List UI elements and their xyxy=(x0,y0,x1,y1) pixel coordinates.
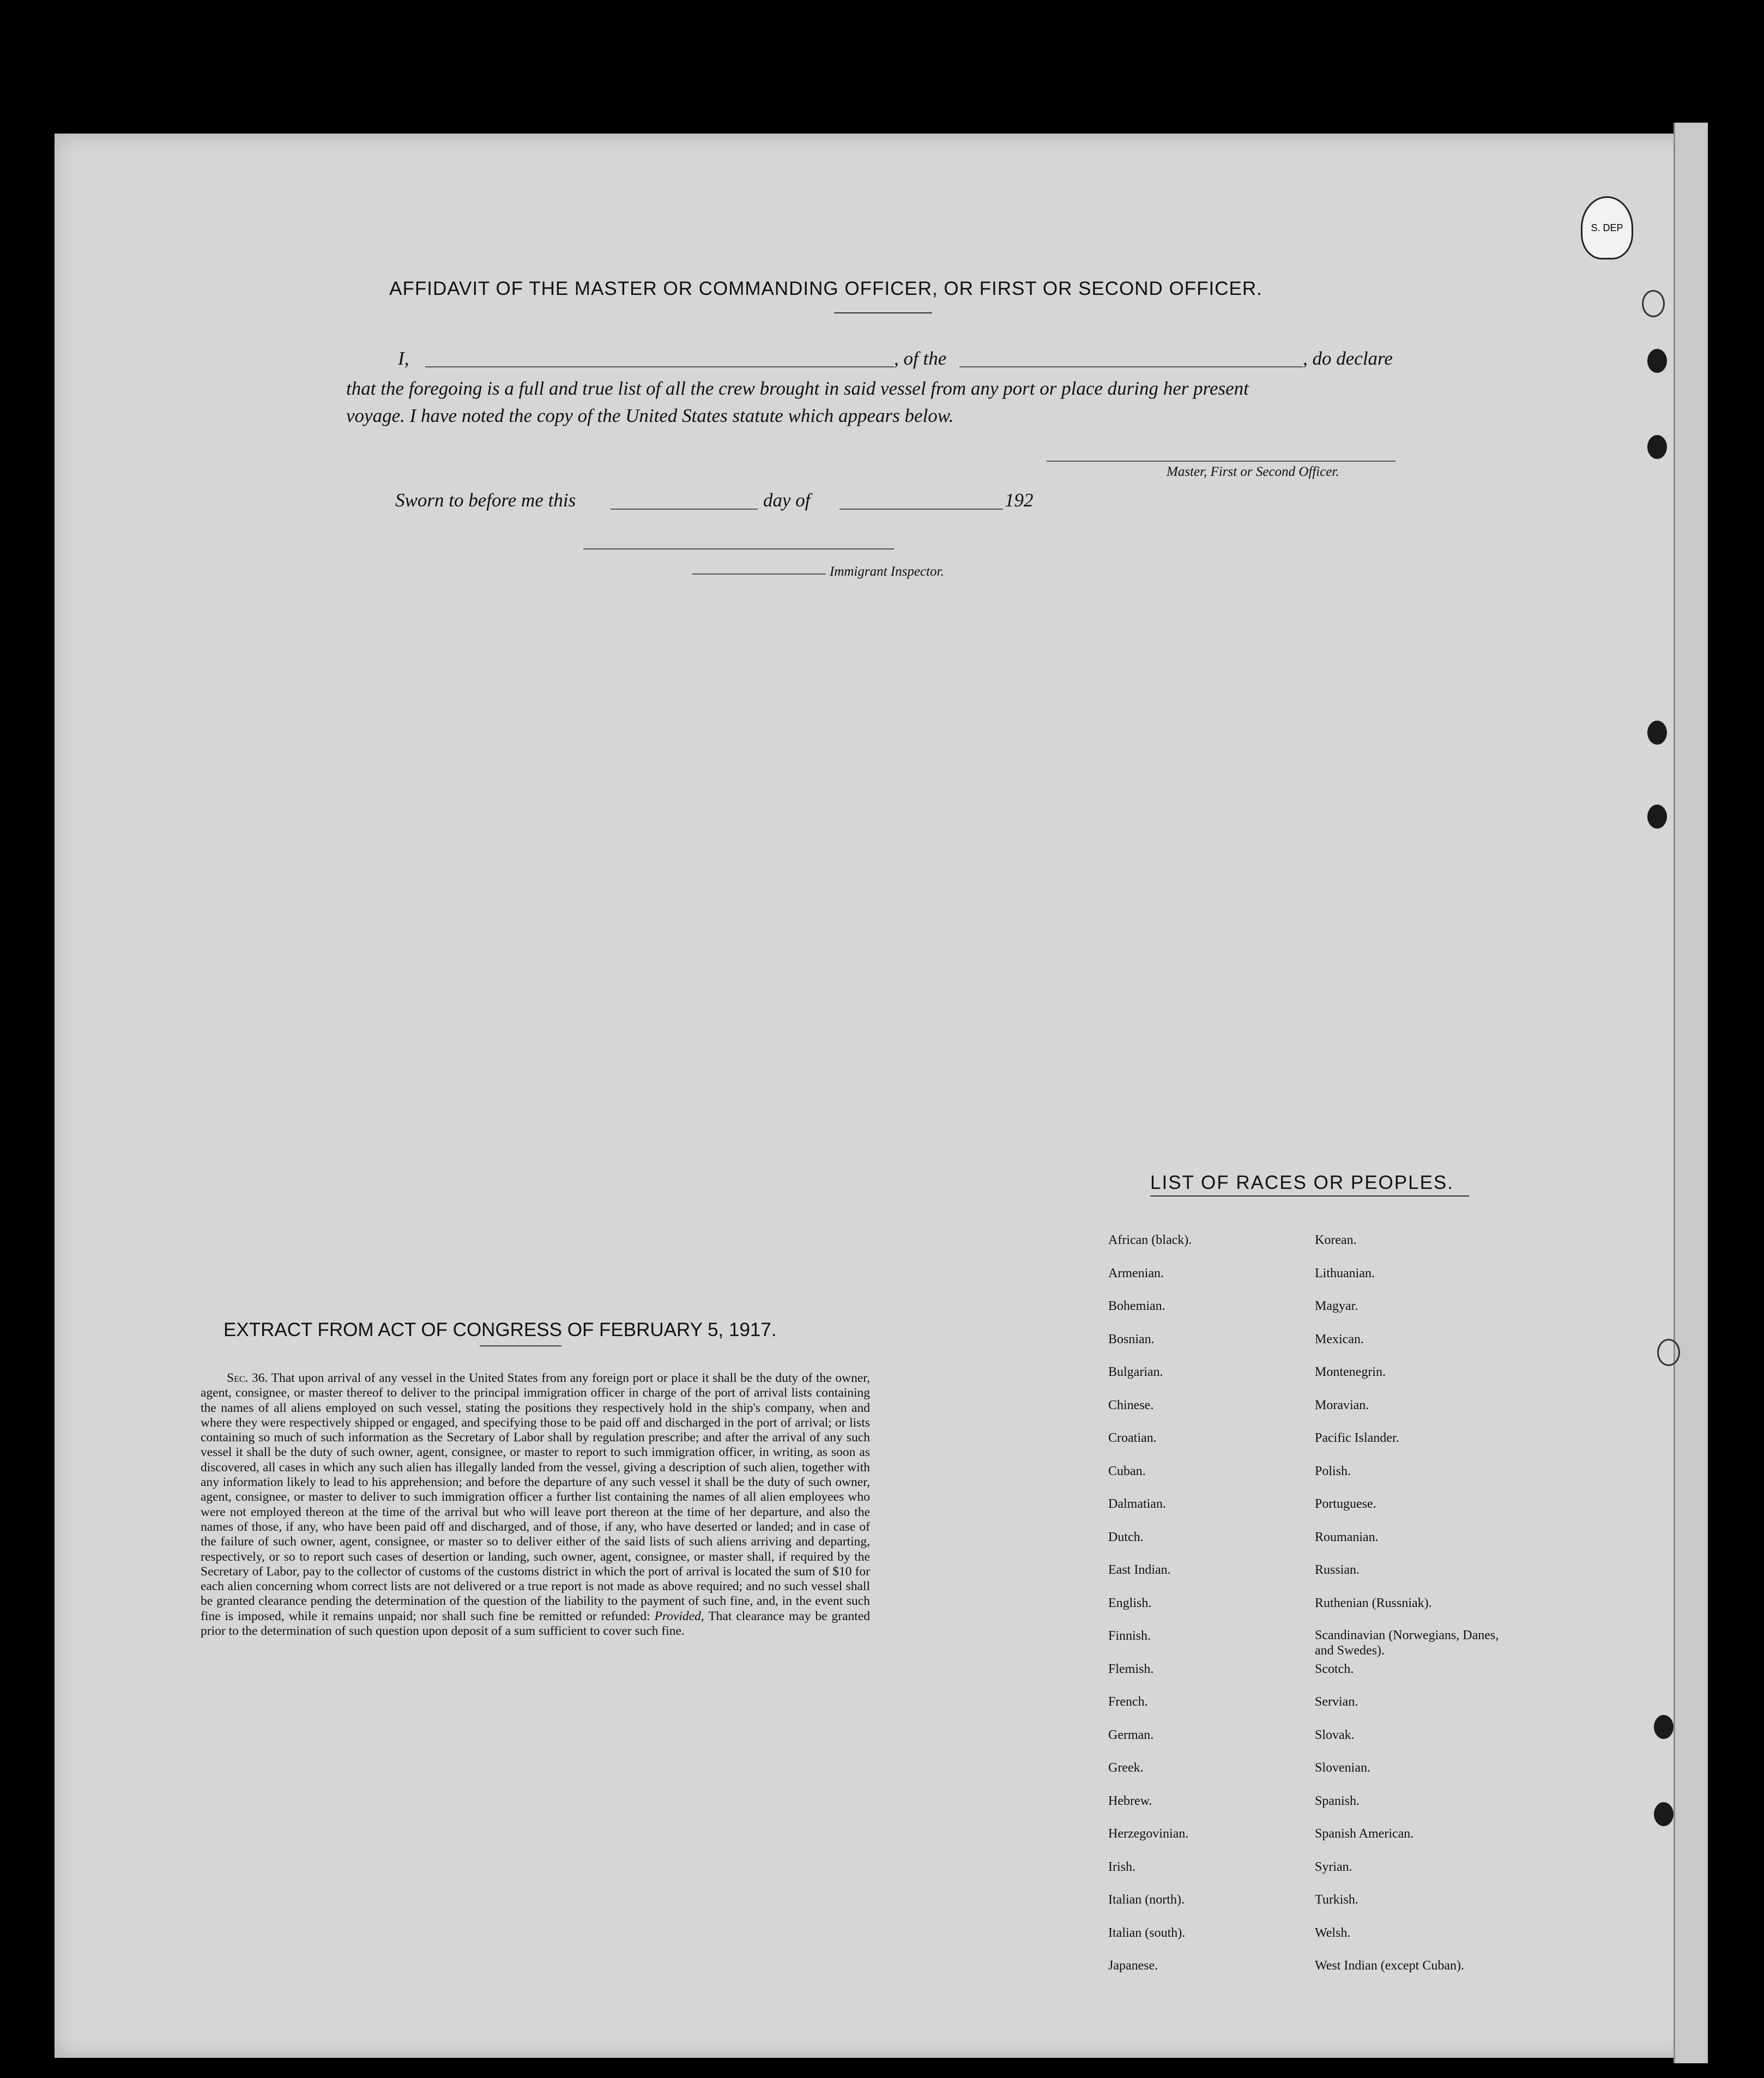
race-item: German. xyxy=(1108,1727,1154,1742)
declaration-of-the: , of the xyxy=(894,348,947,369)
race-item: Moravian. xyxy=(1315,1398,1369,1412)
sworn-day-blank xyxy=(611,509,758,510)
race-item: Scotch. xyxy=(1315,1662,1354,1676)
race-item: Korean. xyxy=(1315,1233,1357,1247)
title-rule xyxy=(834,312,932,313)
inspector-label: Immigrant Inspector. xyxy=(830,564,944,579)
race-item: Portuguese. xyxy=(1315,1497,1376,1511)
race-item: Roumanian. xyxy=(1315,1530,1379,1544)
inspector-blank-lower xyxy=(692,573,826,575)
race-item: Irish. xyxy=(1108,1859,1135,1874)
section-label: Sec. 36. xyxy=(227,1371,268,1385)
race-item: Bulgarian. xyxy=(1108,1365,1163,1379)
race-item: Russian. xyxy=(1315,1563,1360,1577)
race-item: Spanish American. xyxy=(1315,1827,1414,1841)
race-item: Finnish. xyxy=(1108,1629,1151,1643)
race-item: Polish. xyxy=(1315,1464,1351,1478)
declaration-line-3: voyage. I have noted the copy of the United States statute which appears below. xyxy=(346,405,954,426)
race-item: Croatian. xyxy=(1108,1431,1157,1445)
race-item: Lithuanian. xyxy=(1315,1266,1375,1280)
punch-hole-icon xyxy=(1642,290,1665,317)
department-stamp xyxy=(1581,196,1633,259)
races-column-2 xyxy=(1315,1232,1511,1991)
extract-text-part-2: That clearance may be granted prior to the determination of such question upon deposit of a sum sufficient to cover such fine. xyxy=(201,1609,871,1639)
declaration-end: , do declare xyxy=(1303,348,1393,369)
inspector-blank-upper xyxy=(583,548,894,549)
race-item: Slovak. xyxy=(1315,1727,1355,1742)
extract-body xyxy=(201,1371,870,1639)
affidavit-title: AFFIDAVIT OF THE MASTER OR COMMANDING OFFICER, OR FIRST OR SECOND OFFICER. xyxy=(389,278,1262,299)
races-rule xyxy=(1150,1195,1469,1197)
provided-word: Provided, xyxy=(654,1609,704,1623)
race-item: Italian (south). xyxy=(1108,1925,1186,1940)
stamp-text: S. DEP xyxy=(1591,222,1623,233)
declaration-line-2: that the foregoing is a full and true list of all the crew brought in said vessel from any port or place during her present xyxy=(346,378,1249,399)
punch-hole-icon xyxy=(1647,805,1667,829)
signature-blank xyxy=(1047,461,1396,462)
race-item: Montenegrin. xyxy=(1315,1365,1386,1379)
race-item: French. xyxy=(1108,1695,1148,1709)
race-item: Japanese. xyxy=(1108,1959,1158,1973)
race-item: Turkish. xyxy=(1315,1893,1358,1907)
punch-hole-icon xyxy=(1654,1802,1674,1826)
punch-hole-icon xyxy=(1647,349,1667,373)
extract-rule xyxy=(480,1345,561,1346)
declaration-start: I, xyxy=(398,348,409,369)
signature-label: Master, First or Second Officer. xyxy=(1167,464,1339,479)
punch-hole-icon xyxy=(1657,1339,1680,1366)
race-item: Pacific Islander. xyxy=(1315,1431,1399,1445)
race-item: Dutch. xyxy=(1108,1530,1144,1544)
race-item: Armenian. xyxy=(1108,1266,1164,1280)
race-item: Magyar. xyxy=(1315,1299,1358,1313)
race-item: Italian (north). xyxy=(1108,1893,1185,1907)
race-item: Spanish. xyxy=(1315,1793,1360,1808)
race-item: Cuban. xyxy=(1108,1464,1146,1478)
race-item: African (black). xyxy=(1108,1233,1192,1247)
sworn-year: 192 xyxy=(1005,490,1034,511)
race-item: West Indian (except Cuban). xyxy=(1315,1959,1464,1973)
race-item: Scandinavian (Norwegians, Danes, and Swedes). xyxy=(1315,1628,1499,1658)
punch-hole-icon xyxy=(1647,435,1667,459)
race-item: Servian. xyxy=(1315,1695,1358,1709)
extract-text-part-1: That upon arrival of any vessel in the United States from any foreign port or place it shall be the duty of the owner, agent, consignee, or master thereof to deliver to the principal immigration officer in charge of the port of arrival lists containing the names of all aliens employed on such vessel, stating the positions they respectively hold in the ship's company, when and where they were respectively shipped or engaged, and specifying those to be paid off and discharged in the port of arrival; or lists containing so much of such information as the Secretary of Labor shall by regulation prescribe; and after the arrival of any such vessel it shall be the duty of such owner, agent, consignee, or master to report to such immigration officer, in writing, as soon as discovered, all cases in which any such alien has illegally landed from the vessel, giving a description of such alien, together with any information likely to lead to his apprehension; and before the departure of any such vessel it shall be the duty of such owner, agent, consignee, or master to deliver to such immigration officer a further list containing the names of all alien employees who were not employed thereon at the time of the arrival but who will leave port thereon at the time of her departure, and also the names of those, if any, who have been paid off and discharged, and of those, if any, who have deserted or landed; and in case of the failure of such owner, agent, consignee, or master so to deliver either of the said lists of such aliens arriving and departing, respectively, or so to report such cases of desertion or landing, such owner, agent, consignee, or master shall, if required by the Secretary of Labor, pay to the collector of customs of the customs district in which the port of arrival is located the sum of $10 for each alien concerning whom correct lists are not delivered or a true report is not made as above required; and no such vessel shall be granted clearance pending the determination of the question of the liability to the payment of such fine, and, in the event such fine is imposed, while it remains unpaid; nor shall such fine be remitted or refunded: xyxy=(201,1371,871,1623)
sworn-prefix: Sworn to before me this xyxy=(395,490,576,511)
race-item: Chinese. xyxy=(1108,1398,1154,1412)
race-item: Ruthenian (Russniak). xyxy=(1315,1596,1432,1610)
race-item: English. xyxy=(1108,1596,1152,1610)
punch-hole-icon xyxy=(1654,1715,1674,1739)
race-item: Flemish. xyxy=(1108,1662,1154,1676)
races-column-1 xyxy=(1108,1232,1192,1991)
sworn-month-blank xyxy=(839,509,1003,510)
race-item: Herzegovinian. xyxy=(1108,1827,1189,1841)
race-item: Bosnian. xyxy=(1108,1332,1155,1346)
race-item: Mexican. xyxy=(1315,1332,1364,1346)
race-item: Hebrew. xyxy=(1108,1793,1152,1808)
sworn-day-of: day of xyxy=(763,490,811,511)
vessel-name-blank xyxy=(959,366,1303,367)
race-item: Bohemian. xyxy=(1108,1299,1165,1313)
race-item: East Indian. xyxy=(1108,1563,1171,1577)
race-item: Slovenian. xyxy=(1315,1761,1370,1775)
race-item: Syrian. xyxy=(1315,1859,1352,1874)
punch-hole-icon xyxy=(1647,721,1667,745)
master-name-blank xyxy=(425,366,894,367)
race-item: Dalmatian. xyxy=(1108,1497,1166,1511)
underlying-page-edge xyxy=(1674,123,1708,2063)
extract-heading: EXTRACT FROM ACT OF CONGRESS OF FEBRUARY 5, 1917. xyxy=(223,1319,777,1340)
race-item: Welsh. xyxy=(1315,1925,1351,1940)
races-heading: LIST OF RACES OR PEOPLES. xyxy=(1150,1172,1454,1193)
race-item: Greek. xyxy=(1108,1761,1144,1775)
